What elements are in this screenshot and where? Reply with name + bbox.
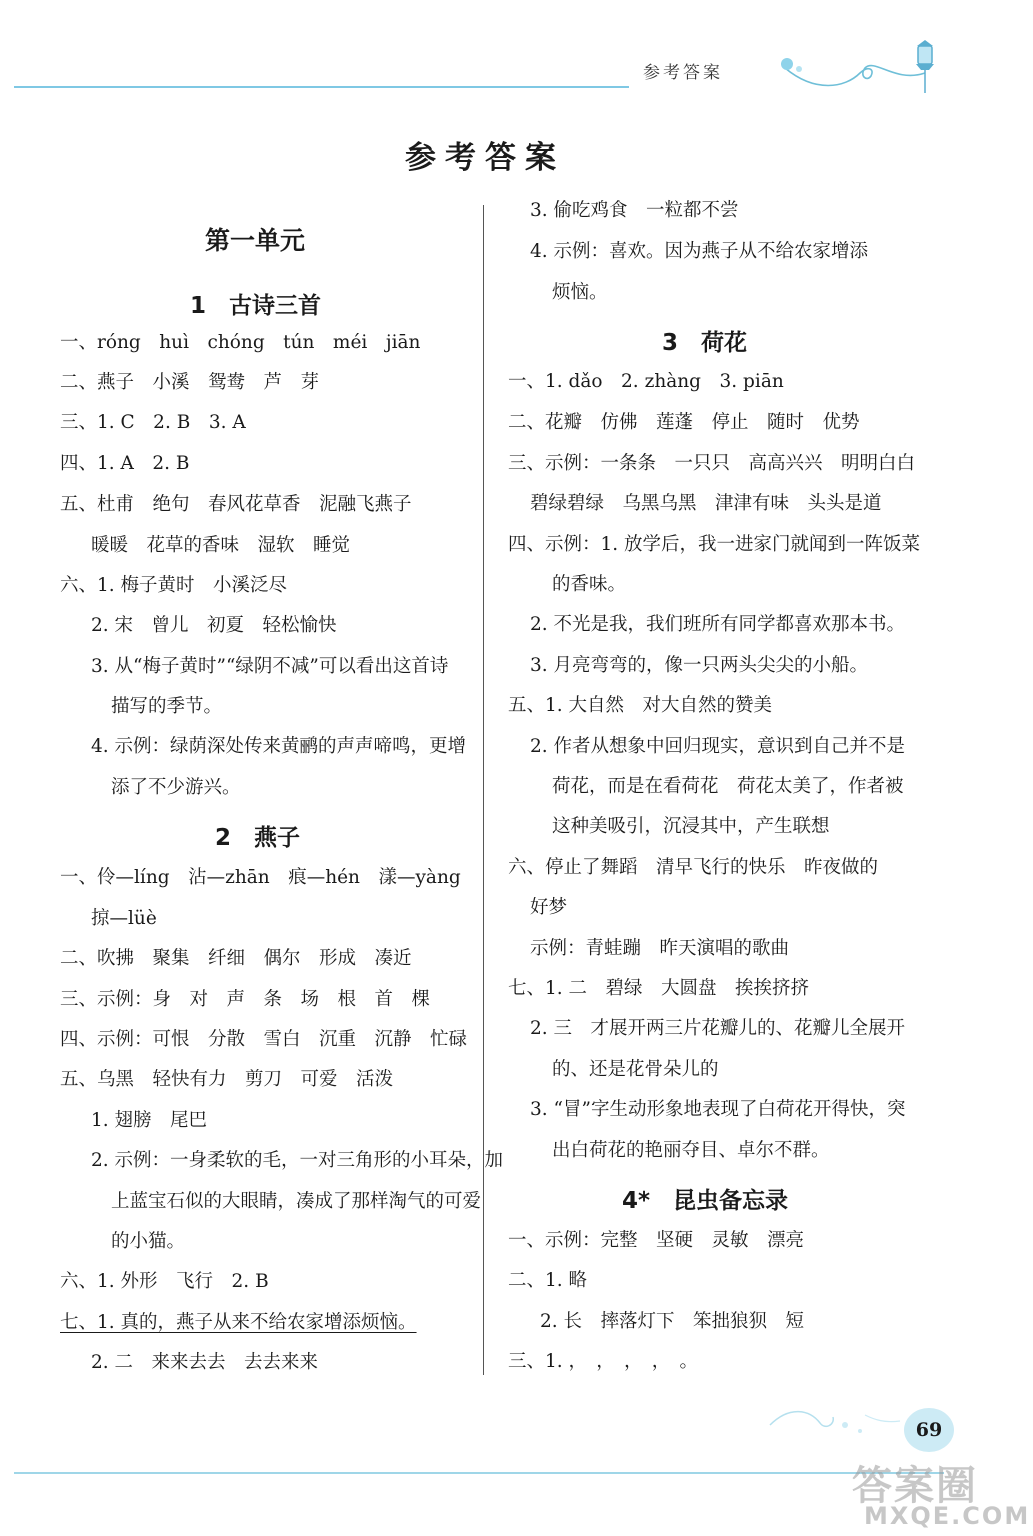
answer-line: 五、1. 大自然 对大自然的赞美 — [508, 695, 773, 716]
answer-line: 六、停止了舞蹈 清早飞行的快乐 昨夜做的 — [508, 857, 879, 878]
answer-line: 六、1. 外形 飞行 2. B — [60, 1271, 269, 1292]
unit-heading: 第一单元 — [205, 226, 306, 255]
answer-line: 六、1. 梅子黄时 小溪泛尽 — [60, 575, 288, 596]
answer-line: 1. 翅膀 尾巴 — [91, 1110, 208, 1131]
answer-line: 三、示例：身 对 声 条 场 根 首 棵 — [60, 989, 431, 1010]
answer-line: 2. 宋 曾儿 初夏 轻松愉快 — [91, 615, 337, 636]
watermark-url: MXQE.COM — [864, 1502, 1031, 1530]
answer-line: 2. 不光是我，我们班所有同学都喜欢那本书。 — [530, 614, 906, 635]
page-number: 69 — [904, 1408, 954, 1452]
lesson-heading: 4* 昆虫备忘录 — [622, 1188, 789, 1214]
answer-line: 一、示例：完整 坚硬 灵敏 漂亮 — [508, 1230, 805, 1251]
answer-line: 掠—lüè — [91, 908, 157, 929]
answer-line: 2. 三 才展开两三片花瓣儿的、花瓣儿全展开 — [530, 1018, 906, 1039]
watermark — [852, 1454, 1032, 1536]
answer-line: 一、róng huì chóng tún méi jiān — [60, 332, 421, 353]
answer-line: 四、示例：1. 放学后，我一进家门就闻到一阵饭菜 — [508, 534, 921, 555]
answer-line: 3. “冒”字生动形象地表现了白荷花开得快，突 — [530, 1099, 906, 1120]
answer-line: 好梦 — [530, 897, 568, 918]
answer-line: 4. 示例：喜欢。因为燕子从不给农家增添 — [530, 241, 869, 262]
answer-line: 的香味。 — [552, 574, 627, 595]
answer-line: 2. 示例：一身柔软的毛，一对三角形的小耳朵，加 — [91, 1150, 504, 1171]
answer-line: 三、1. ， ， ， ， 。 — [508, 1351, 699, 1372]
answer-line: 3. 从“梅子黄时”“绿阴不减”可以看出这首诗 — [91, 656, 449, 677]
header-label: 参考答案 — [643, 63, 723, 83]
answer-line: 出白荷花的艳丽夺目、卓尔不群。 — [552, 1140, 830, 1161]
answer-line: 三、示例：一条条 一只只 高高兴兴 明明白白 — [508, 453, 916, 474]
answer-line: 的、还是花骨朵儿的 — [552, 1059, 719, 1080]
answer-line: 二、吹拂 聚集 纤细 偶尔 形成 凑近 — [60, 948, 412, 969]
header-rule — [14, 86, 629, 88]
column-divider — [483, 205, 484, 1375]
answer-line: 添了不少游兴。 — [111, 777, 241, 798]
watermark-text: 答案圈 — [852, 1463, 978, 1509]
answer-line: 四、示例：可恨 分散 雪白 沉重 沉静 忙碌 — [60, 1029, 468, 1050]
answer-line-underlined: 七、1. 真的，燕子从来不给农家增添烦恼。 — [60, 1312, 417, 1333]
answer-line: 烦恼。 — [552, 282, 608, 303]
answer-line: 二、燕子 小溪 鸳鸯 芦 芽 — [60, 372, 320, 393]
answer-line: 2. 长 摔落灯下 笨拙狼狈 短 — [540, 1311, 805, 1332]
answer-line: 二、花瓣 仿佛 莲蓬 停止 随时 优势 — [508, 412, 860, 433]
answer-line: 4. 示例：绿荫深处传来黄鹂的声声啼鸣，更增 — [91, 736, 467, 757]
page-title: 参考答案 — [405, 140, 565, 176]
answer-line: 3. 偷吃鸡食 一粒都不尝 — [530, 200, 739, 221]
answer-line: 一、1. dǎo 2. zhàng 3. piān — [508, 371, 784, 392]
decorative-swirl-icon — [765, 1395, 905, 1445]
answer-line: 碧绿碧绿 乌黑乌黑 津津有味 头头是道 — [530, 493, 882, 514]
lantern-vine-icon — [775, 38, 940, 98]
answer-line: 四、1. A 2. B — [60, 453, 190, 474]
answer-line: 上蓝宝石似的大眼睛，凑成了那样淘气的可爱 — [111, 1191, 482, 1212]
lesson-heading: 1 古诗三首 — [190, 293, 322, 319]
answer-line: 这种美吸引，沉浸其中，产生联想 — [552, 816, 830, 837]
lesson-heading: 3 荷花 — [662, 330, 748, 356]
footer-rule — [14, 1472, 944, 1474]
answer-line: 3. 月亮弯弯的，像一只两头尖尖的小船。 — [530, 655, 869, 676]
lesson-heading: 2 燕子 — [215, 825, 301, 851]
answer-line: 三、1. C 2. B 3. A — [60, 412, 246, 433]
answer-line: 五、杜甫 绝句 春风花草香 泥融飞燕子 — [60, 494, 412, 515]
answer-line: 2. 作者从想象中回归现实，意识到自己并不是 — [530, 736, 906, 757]
answer-line: 2. 二 来来去去 去去来来 — [91, 1352, 319, 1373]
answer-line: 一、伶—líng 沾—zhān 痕—hén 漾—yàng — [60, 867, 461, 888]
answer-line: 五、乌黑 轻快有力 剪刀 可爱 活泼 — [60, 1069, 394, 1090]
answer-line: 的小猫。 — [111, 1231, 186, 1252]
answer-line: 荷花，而是在看荷花 荷花太美了，作者被 — [552, 776, 904, 797]
answer-line: 暖暖 花草的香味 湿软 睡觉 — [91, 535, 351, 556]
answer-line: 二、1. 略 — [508, 1270, 588, 1291]
answer-line: 描写的季节。 — [111, 696, 223, 717]
answer-line: 示例：青蛙蹦 昨天演唱的歌曲 — [530, 938, 790, 959]
answer-line: 七、1. 二 碧绿 大圆盘 挨挨挤挤 — [508, 978, 810, 999]
